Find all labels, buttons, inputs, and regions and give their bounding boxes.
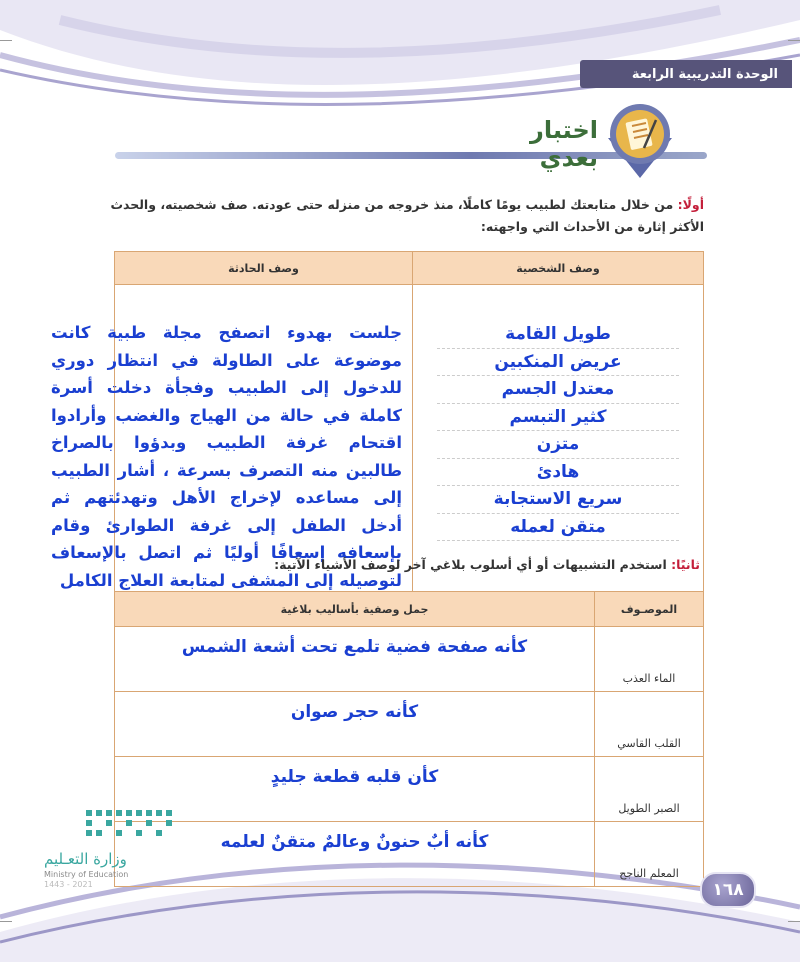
crop-mark (788, 921, 800, 922)
subject-cell: القلب القاسي (595, 692, 704, 757)
trait-item: طويل القامة (437, 321, 679, 349)
description-cell: كأنه حجر صوان (115, 692, 595, 757)
crop-mark (0, 921, 12, 922)
header-character: وصف الشخصية (413, 252, 704, 285)
question-one (84, 194, 704, 238)
question-two-text: استخدم التشبيهات أو أي أسلوب بلاغي آخر لوصف الأشياء الآتية: (274, 557, 667, 572)
question-one-text: من خلال متابعتك لطبيب يومًا كاملًا، منذ خروجه من منزله حتى عودته. صف شخصيته، والحدث الأكثر إثارة من الأحداث التي واجهته: (110, 197, 704, 234)
page-number: ١٦٨ (700, 872, 756, 908)
event-text: جلست بهدوء اتصفح مجلة طبية كانت موضوعة على الطاولة في انتظار دوري للدخول إلى الطبيب وفجأة دخلت أسرة كاملة في حالة من الهياج والغضب وأرادوا اقتحام غرفة الطبيب وبدؤوا بالصراخ طالبين منه التصرف بسرعة ، أشار الطبيب إلى مساعده لإخراج الأهل وتهدئتهم ثم أدخل الطفل إلى غرفة الطوارئ وقام بإسعافه إسعافًا أوليًا ثم اتصل بالإسعاف لتوصيله إلى المشفى لمتابعة العلاج الكامل (51, 323, 402, 590)
test-paper-icon (598, 96, 682, 180)
table-row (115, 627, 704, 692)
description-cell: كأن قلبه قطعة جليدٍ (115, 757, 595, 822)
header-event: وصف الحادثة (115, 252, 413, 285)
trait-item: معتدل الجسم (437, 376, 679, 404)
description-cell: كأنه أبٌ حنونٌ وعالمٌ متقنٌ لعلمه (115, 822, 595, 887)
description-cell: كأنه صفحة فضية تلمع تحت أشعة الشمس (115, 627, 595, 692)
trait-item: هادئ (437, 459, 679, 487)
ministry-name-en: Ministry of Education (44, 870, 129, 879)
header-subject: الموصـوف (595, 592, 704, 627)
subject-cell: الماء العذب (595, 627, 704, 692)
subject-cell: المعلم الناجح (595, 822, 704, 887)
event-cell (51, 285, 413, 595)
table-row (115, 757, 704, 822)
question-one-label: أولًا: (677, 197, 704, 212)
crop-mark (788, 40, 800, 41)
question-two (100, 557, 700, 572)
ministry-name-ar: وزارة التعـليم (44, 850, 127, 868)
trait-item: عريض المنكبين (437, 349, 679, 377)
trait-item: متقن لعمله (437, 514, 679, 542)
character-event-table (51, 251, 704, 595)
trait-item: كثير التبسم (437, 404, 679, 432)
section-title: اختبار بعدي (530, 116, 598, 172)
trait-list (413, 285, 703, 541)
crop-mark (0, 40, 12, 41)
header-description: جمل وصفية بأساليب بلاغية (115, 592, 595, 627)
subject-cell: الصبر الطويل (595, 757, 704, 822)
unit-banner: الوحدة التدريبية الرابعة (580, 60, 792, 88)
question-two-label: ثانيًا: (671, 557, 700, 572)
edition-year: 2021 - 1443 (44, 880, 93, 889)
trait-item: سريع الاستجابة (437, 486, 679, 514)
table-row (115, 822, 704, 887)
rhetoric-table (114, 591, 704, 887)
character-cell (413, 285, 704, 595)
table-row (115, 692, 704, 757)
trait-item: متزن (437, 431, 679, 459)
